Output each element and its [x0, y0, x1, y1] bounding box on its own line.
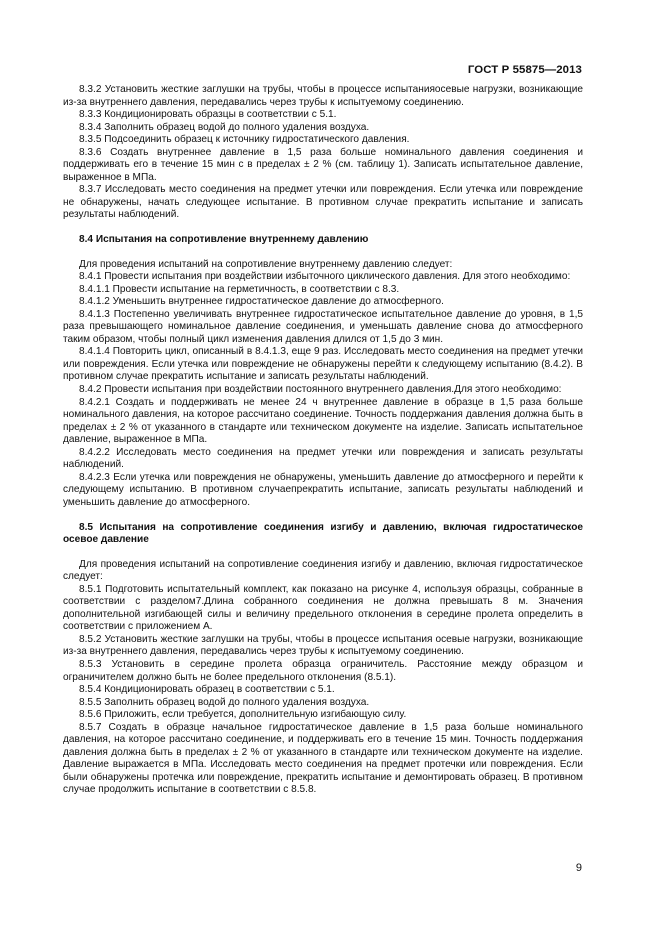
- paragraph-8-5-4: 8.5.4 Кондиционировать образец в соответствии с 5.1.: [79, 684, 335, 696]
- paragraph-8-5-intro: Для проведения испытаний на сопротивление соединения изгибу и давлению, включая гидростатическое следует:: [63, 558, 583, 583]
- paragraph-8-3-4: 8.3.4 Заполнить образец водой до полного удаления воздуха.: [79, 121, 370, 133]
- paragraph-8-4-2-3: 8.4.2.3 Если утечка или повреждения не обнаружены, уменьшить давление до атмосферного и перейти к следующему испытанию. В противном случаепрекратить испытание, записать результаты наблюдений и уменьшить давление до атмосферного.: [63, 471, 583, 508]
- paragraph-8-5-2: 8.5.2 Установить жесткие заглушки на трубы, чтобы в процессе испытания осевые нагрузки, возникающие из-за внутреннего давления, передавались через трубы к испытуемому соединению.: [63, 633, 583, 658]
- paragraph-8-3-6: 8.3.6 Создать внутреннее давление в 1,5 раза больше номинального давления соединения и поддерживать его в течение 15 мин с в пределах ± 2 % (см. таблицу 1). Записать испытательное давление, выраженное в МПа.: [63, 146, 583, 183]
- paragraph-8-5-1: 8.5.1 Подготовить испытательный комплект, как показано на рисунке 4, используя образцы, собранные в соответствии с разделом7.Длина собранного соединения не должна превышать 8 м. Значения дополнительной изгибающей силы и величину предельного отклонения в середине пролета определить в соответствии с приложением А.: [63, 583, 583, 633]
- paragraph-8-4-intro: Для проведения испытаний на сопротивление внутреннему давлению следует:: [79, 258, 453, 270]
- paragraph-8-4-1-2: 8.4.1.2 Уменьшить внутреннее гидростатическое давление до атмосферного.: [79, 296, 444, 308]
- paragraph-8-3-7: 8.3.7 Исследовать место соединения на предмет утечки или повреждения. Если утечка или повреждение не обнаружены, начать следующее испытание. В противном случае прекратить испытание и записать результаты наблюдений.: [63, 184, 583, 221]
- paragraph-8-3-5: 8.3.5 Подсоединить образец к источнику гидростатического давления.: [79, 134, 410, 146]
- standard-designation: ГОСТ Р 55875—2013: [467, 64, 582, 76]
- paragraph-8-5-3: 8.5.3 Установить в середине пролета образца ограничитель. Расстояние между образцом и ограничителем должно быть не более предельного отклонения (8.5.1).: [63, 658, 583, 683]
- document-body: [63, 84, 583, 797]
- paragraph-8-4-1-1: 8.4.1.1 Провести испытание на герметичность, в соответствии с 8.3.: [79, 283, 400, 295]
- page-number: 9: [575, 862, 582, 874]
- paragraph-8-4-1: 8.4.1 Провести испытания при воздействии избыточного циклического давления. Для этого необходимо:: [79, 271, 571, 283]
- paragraph-8-4-2-2: 8.4.2.2 Исследовать место соединения на предмет утечки или повреждения и записать результаты наблюдений.: [63, 446, 583, 471]
- paragraph-8-5-7: 8.5.7 Создать в образце начальное гидростатическое давление в 1,5 раза больше номинального давления, на которое рассчитано соединение, и поддерживать его в течение 15 мин. Точность поддержания давления должна быть в пределах ± 2 % от указанного в стандарте или техническом документе на изделие. Давление выражается в МПа. Исследовать место соединения на предмет протечки или повреждения. Если были обнаружены протечка или повреждение, прекратить испытание и демонтировать образец. В противном случае продолжить испытание в соответствии с 8.5.8.: [63, 721, 583, 796]
- paragraph-8-4-1-4: 8.4.1.4 Повторить цикл, описанный в 8.4.1.3, еще 9 раз. Исследовать место соединения на предмет утечки или повреждения. Если утечка или повреждение не обнаружены перейти к следующему испытанию (8.4.2). В противном случае прекратить испытание и записать результаты наблюдений.: [63, 346, 583, 383]
- paragraph-8-4-1-3: 8.4.1.3 Постепенно увеличивать внутреннее гидростатическое испытательное давление до уровня, в 1,5 раза превышающего номинальное давление соединения, и уменьшать давление снова до атмосферного таким образом, чтобы полный цикл изменения давления длился от 1,5 до 3 мин.: [63, 308, 583, 345]
- paragraph-8-5-5: 8.5.5 Заполнить образец водой до полного удаления воздуха.: [79, 696, 370, 708]
- section-heading-8-4: 8.4 Испытания на сопротивление внутреннему давлению: [79, 234, 369, 246]
- paragraph-8-4-2-1: 8.4.2.1 Создать и поддерживать не менее 24 ч внутреннее давление в образце в 1,5 раза больше номинального давления, на которое рассчитано соединение. Точность поддержания давления должна быть в пределах ± 2 % от указанного в стандарте или техническом документе на изделие. Записать испытательное давление, выраженное в МПа.: [63, 396, 583, 446]
- paragraph-8-3-3: 8.3.3 Кондиционировать образцы в соответствии с 5.1.: [79, 109, 337, 121]
- paragraph-8-5-6: 8.5.6 Приложить, если требуется, дополнительную изгибающую силу.: [79, 709, 407, 721]
- section-heading-8-5: 8.5 Испытания на сопротивление соединения изгибу и давлению, включая гидростатическое осевое давление: [63, 521, 583, 546]
- paragraph-8-3-2: 8.3.2 Установить жесткие заглушки на трубы, чтобы в процессе испытанияосевые нагрузки, возникающие из-за внутреннего давления, передавались через трубы к испытуемому соединению.: [63, 84, 583, 108]
- paragraph-8-4-2: 8.4.2 Провести испытания при воздействии постоянного внутреннего давления.Для этого необходимо:: [79, 384, 562, 396]
